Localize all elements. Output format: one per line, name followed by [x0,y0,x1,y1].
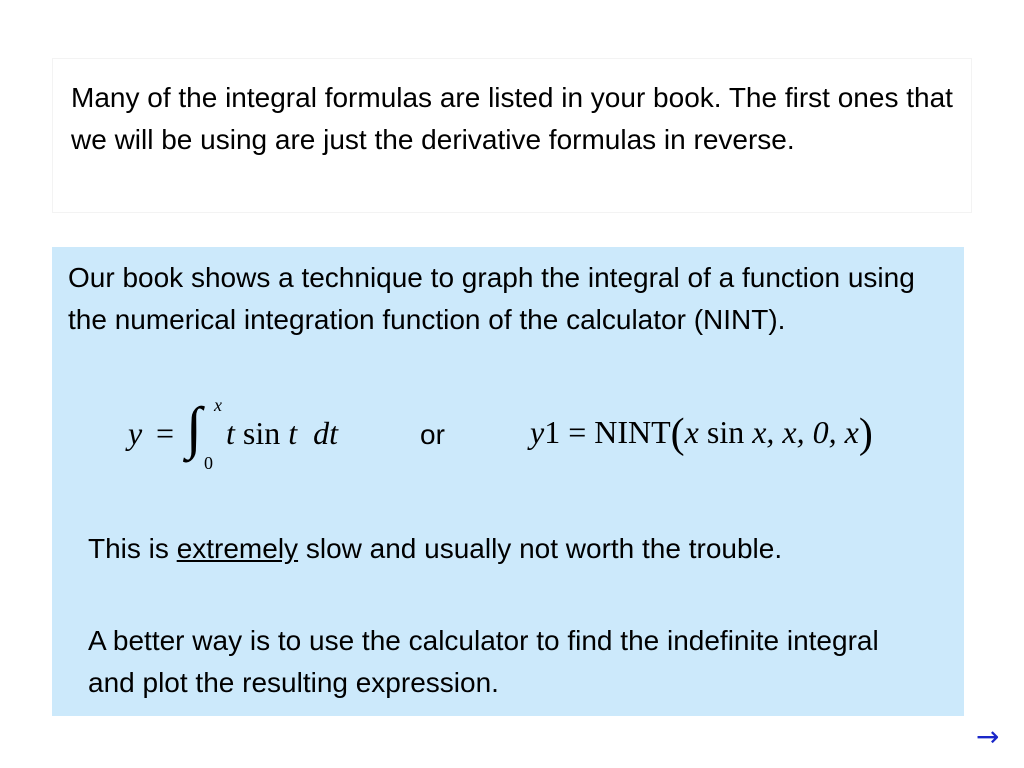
nint-equation [530,410,873,458]
open-paren: ( [670,411,685,457]
slow-note-end: slow and usually not worth the trouble. [298,533,783,564]
differential-dt: dt [313,415,339,451]
lower-limit: 0 [204,453,213,473]
or-label: or [420,419,445,450]
slow-note-emphasis: extremely [176,533,299,564]
nint-sin: sin [706,414,745,450]
integral-equation [122,395,382,485]
close-paren: ) [858,411,873,457]
integral-sign: ∫ [186,395,202,460]
next-slide-arrow-icon[interactable]: → [976,720,1000,753]
slow-note-start: This is [88,533,177,564]
nint-args: x, x, 0, x [752,414,859,450]
nint-equals: = [568,414,587,450]
nint-intro-paragraph: Our book shows a technique to graph the integral of a function using the numerical integration function of the calculator (NINT). [68,262,915,335]
better-way-note: A better way is to use the calculator to find the indefinite integral and plot the resulting expression. [88,625,879,698]
nint-explanation-box [52,247,964,716]
nint-arg-x: x [684,414,699,450]
equation-lhs-y: y [128,415,143,451]
nint-function-name: NINT [594,414,671,450]
integrand [226,415,338,452]
integrand-t2: t [288,415,298,451]
upper-limit: x [214,395,222,415]
nint-lhs-y: y [530,414,545,450]
integrand-sin: sin [242,415,281,451]
intro-paragraph: Many of the integral formulas are listed in your book. The first ones that we will be using are just the derivative formulas in reverse. [71,82,953,155]
intro-text-box [52,58,972,213]
equals-sign: = [156,415,175,451]
integrand-t: t [226,415,235,451]
slow-note [88,528,782,570]
nint-lhs-one: 1 [544,414,561,450]
